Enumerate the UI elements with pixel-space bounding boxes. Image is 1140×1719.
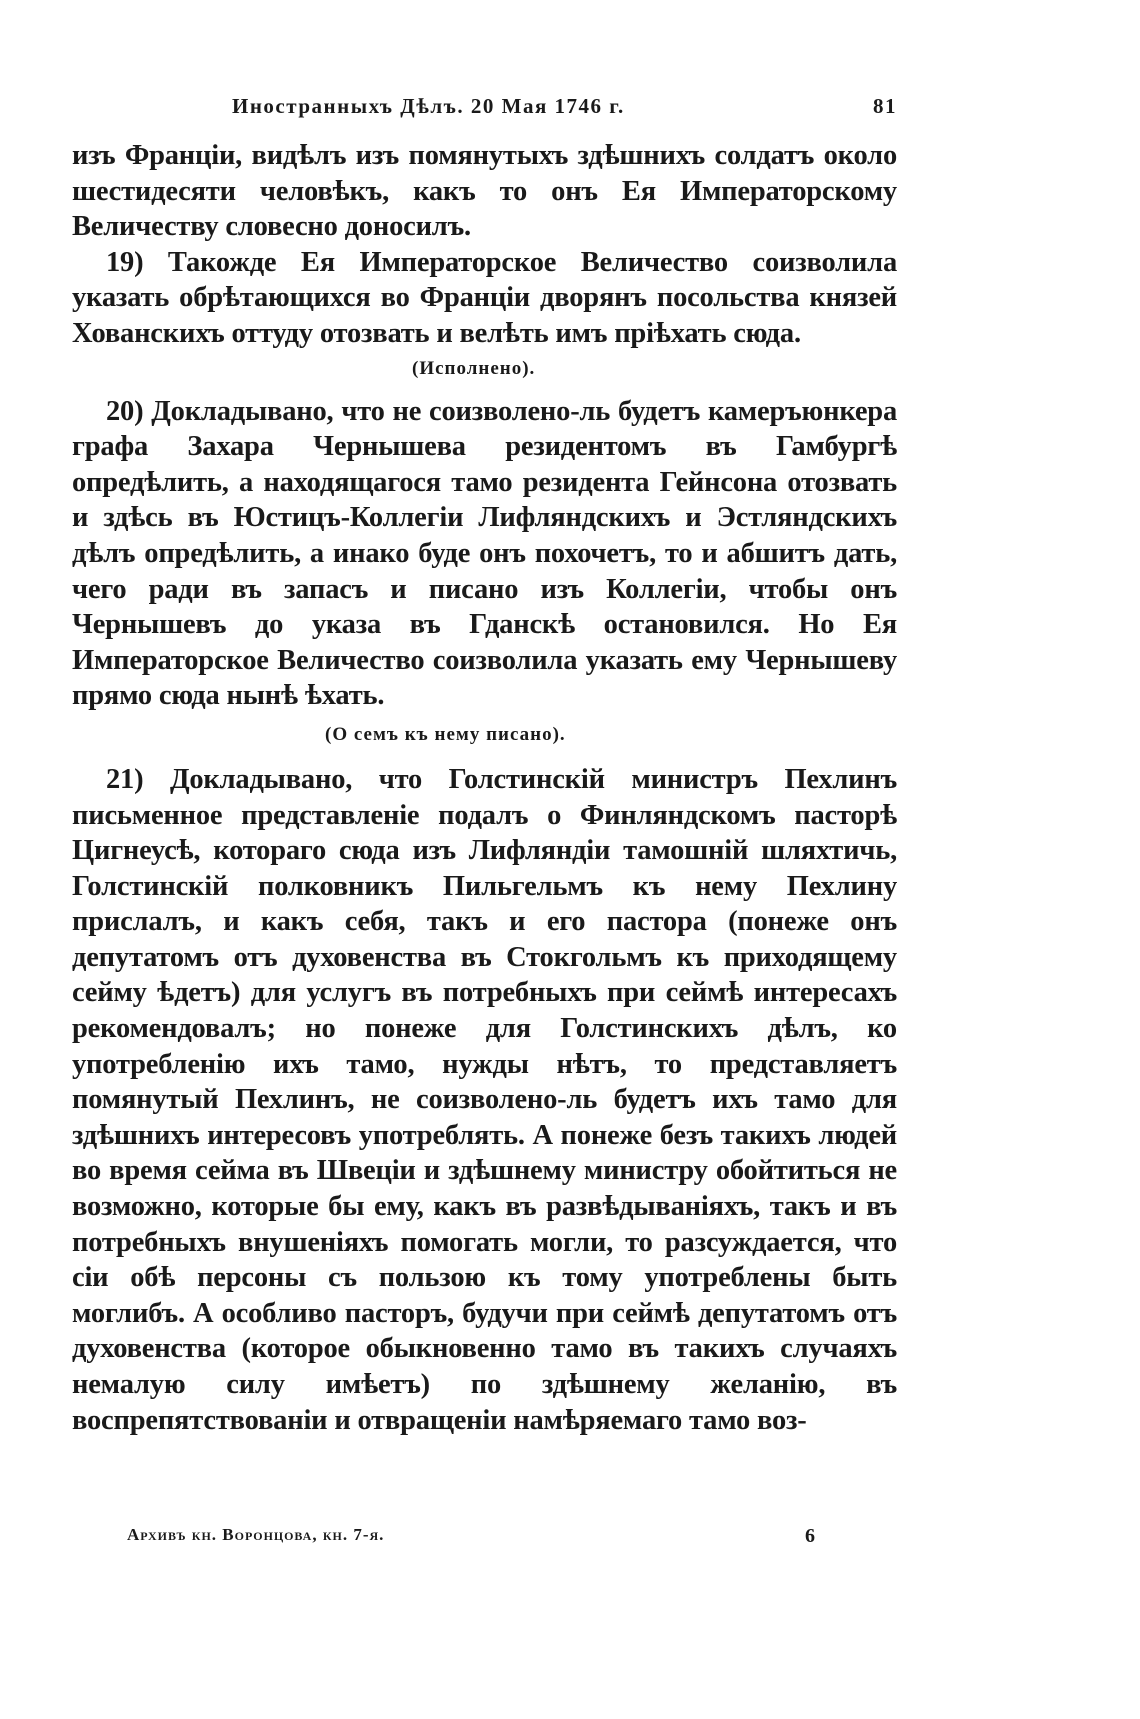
paragraph-21: 21) Докладывано, что Голстинскій министръ Пехлинъ письменное представленіе подалъ о Финляндскомъ пасторѣ Цигнеусѣ, котораго сюда изъ Лифляндіи тамошній шляхтичь, Голстинскій полковникъ Пильгельмъ къ нему Пехлину прислалъ, и какъ себя, такъ и его пастора (понеже онъ депутатомъ отъ духовенства въ Стокгольмъ къ приходящему сейму ѣдетъ) для услугъ въ потребныхъ при сеймѣ интересахъ рекомендовалъ; но понеже для Голстинскихъ дѣлъ, ко употребленію ихъ тамо, нужды нѣтъ, то представляетъ помянутый Пехлинъ, не соизволено-ль будетъ ихъ тамо для здѣшнихъ интересовъ употреблять. А понеже безъ такихъ людей во время сейма въ Швеціи и здѣшнему министру обойтиться не возможно, которые бы ему, какъ въ развѣдываніяхъ, такъ и въ потребныхъ внушеніяхъ помогать могли, то разсуждается, что сіи обѣ персоны съ пользою къ тому употреблены быть моглибъ. А особливо пасторъ, будучи при сеймѣ депутатомъ отъ духовенства (которое обыкновенно тамо въ такихъ случаяхъ немалую силу имѣетъ) по здѣшнему желанію, въ воспрепятствованіи и отвращеніи намѣряемаго тамо воз-	[72, 763, 897, 1436]
sheet-signature	[72, 1525, 897, 1553]
paragraph-intro: изъ Франціи, видѣлъ изъ помянутыхъ здѣшнихъ солдатъ около шестидесяти человѣкъ, какъ то онъ Ея Императорскому Величеству словесно доносилъ.	[72, 140, 897, 243]
editorial-note-19: (Исполнено).	[412, 357, 536, 379]
sheet-number: 6	[805, 1525, 816, 1547]
paragraph-20: 20) Докладывано, что не соизволено-ль будетъ камеръюнкера графа Захара Чернышева резидентомъ въ Гамбургѣ опредѣлить, а находящагося тамо резидента Гейнсона отозвать и здѣсь въ Юстицъ-Коллегіи Лифляндскихъ и Эстляндскихъ дѣлъ опредѣлить, а инако буде онъ похочетъ, то и абшитъ дать, чего ради въ запасъ и писано изъ Коллегіи, чтобы онъ Чернышевъ до указа въ Гданскѣ остановился. Но Ея Императорское Величество соизволила указать ему Чернышеву прямо сюда нынѣ ѣхать.	[72, 395, 897, 712]
book-page	[72, 88, 897, 1688]
editorial-note-20: (О семъ къ нему писано).	[325, 723, 566, 745]
paragraph-19: 19) Такожде Ея Императорское Величество соизволила указать обрѣтающихся во Франціи дворянъ посольства князей Хованскихъ оттуду отозвать и велѣть имъ пріѣхать сюда.	[72, 246, 897, 349]
running-head	[72, 88, 897, 124]
running-head-title: Иностранныхъ Дѣлъ. 20 Мая 1746 г.	[232, 94, 625, 118]
page-number: 81	[873, 94, 897, 118]
signature-text: Архивъ кн. Воронцова, кн. 7-я.	[127, 1525, 385, 1544]
